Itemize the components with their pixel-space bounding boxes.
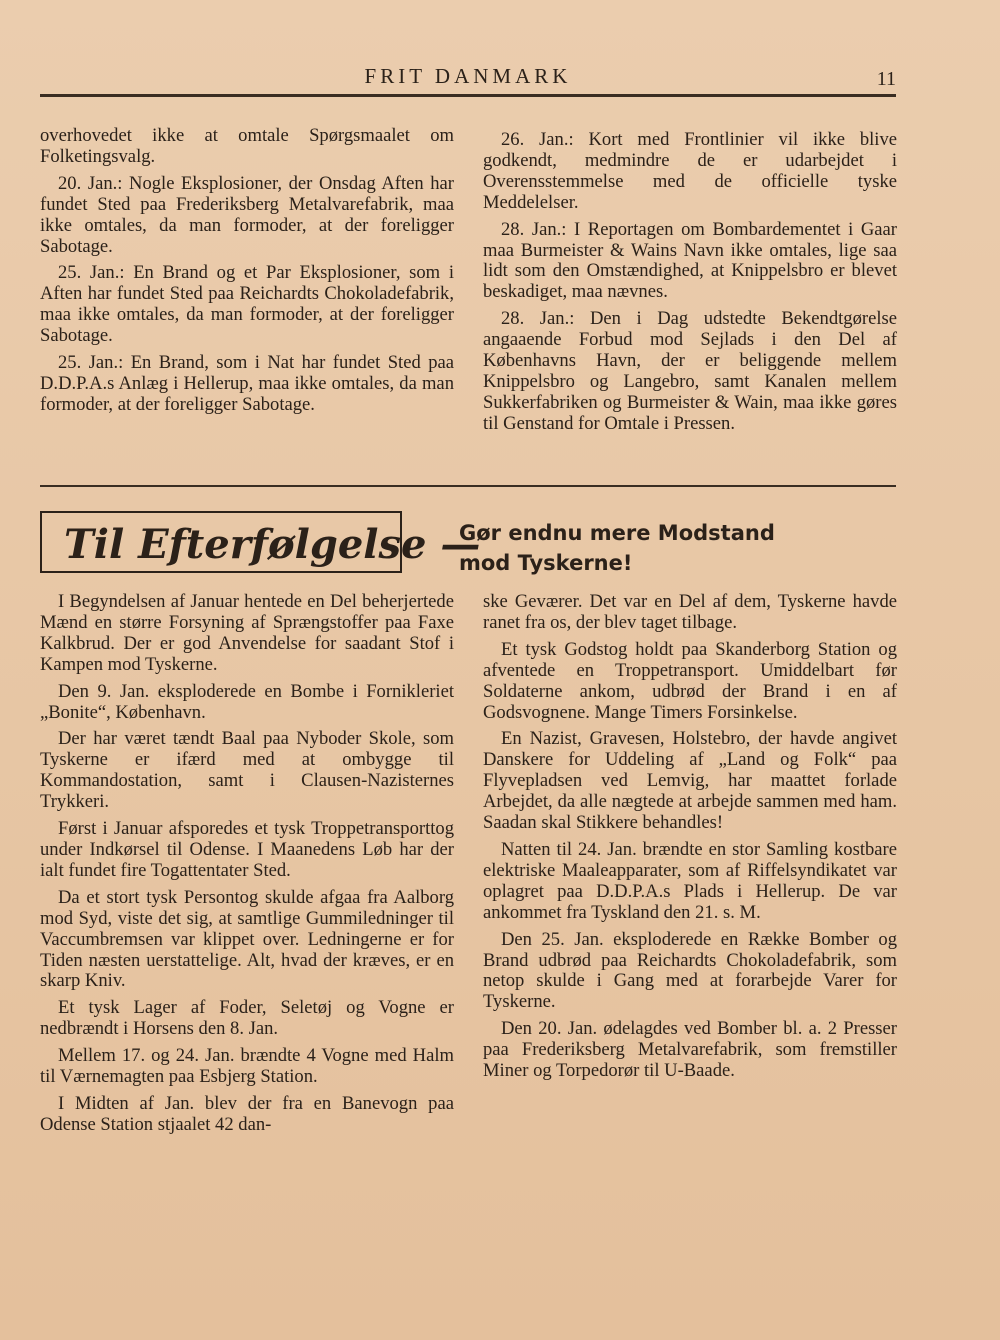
paragraph: 26. Jan.: Kort med Frontlinier vil ikke blive godkendt, medmindre de er udarbejdet i Overensstemmelse med de officielle tyske Meddelelser. [483, 129, 897, 213]
paragraph: overhovedet ikke at omtale Spørgsmaalet om Folketingsvalg. [40, 125, 454, 167]
page-number: 11 [876, 68, 896, 90]
paragraph: I Midten af Jan. blev der fra en Banevogn paa Odense Station stjaalet 42 dan- [40, 1092, 454, 1135]
paragraph: En Nazist, Gravesen, Holstebro, der havde angivet Danskere for Uddeling af „Land og Folk“ paa Flyvepladsen ved Lemvig, har maattet forlade Arbejdet, da alle nægtede at arbejde sammen med ham. Saadan skal Stikkere behandles! [483, 728, 897, 834]
section-rule [40, 485, 896, 487]
column-top-left [40, 126, 454, 422]
banner-title: Til Efterfølgelse — [64, 521, 481, 568]
section-headline [459, 518, 859, 578]
section-banner [40, 511, 481, 573]
paragraph: Den 20. Jan. ødelagdes ved Bomber bl. a. 2 Presser paa Frederiksberg Metalvarefabrik, som fremstiller Miner og Torpedorør til U-Baade. [483, 1018, 897, 1082]
paragraph: Mellem 17. og 24. Jan. brændte 4 Vogne med Halm til Værnemagten paa Esbjerg Station. [40, 1045, 454, 1088]
paragraph: Et tysk Lager af Foder, Seletøj og Vogne er nedbrændt i Horsens den 8. Jan. [40, 997, 454, 1040]
paragraph: Den 9. Jan. eksploderede en Bombe i Fornikleriet „Bonite“, København. [40, 680, 454, 723]
paragraph: Først i Januar afsporedes et tysk Troppetransporttog under Indkørsel til Odense. I Maanedens Løb har der ialt fundet fire Togattentater Sted. [40, 818, 454, 881]
column-top-right [483, 130, 897, 441]
column-bottom-right [483, 592, 897, 1088]
paragraph: Den 25. Jan. eksploderede en Række Bomber og Brand udbrød paa Reichardts Chokoladefabrik, som netop skulde i Gang med at forarbejde Varer for Tyskerne. [483, 928, 897, 1013]
paragraph: I Begyndelsen af Januar hentede en Del beherjertede Mænd en større Forsyning af Sprængstoffer paa Faxe Kalkbrud. Der er god Anvendelse for saadant Stof i Kampen mod Tyskerne. [40, 591, 454, 675]
page-header [40, 64, 896, 94]
paragraph: 25. Jan.: En Brand, som i Nat har fundet Sted paa D.D.P.A.s Anlæg i Hellerup, maa ikke omtales, da man formoder, at der foreligger Sabotage. [40, 352, 454, 415]
paragraph: 25. Jan.: En Brand og et Par Eksplosioner, som i Aften har fundet Sted paa Reichardts Chokoladefabrik, maa ikke omtales, da man formoder, at der foreligger Sabotage. [40, 262, 454, 347]
paragraph: Natten til 24. Jan. brændte en stor Samling kostbare elektriske Maaleapparater, som af Riffelsyndikatet var oplagret paa D.D.P.A.s Plads i Hellerup. De var ankommet fra Tyskland den 21. s. M. [483, 838, 897, 923]
publication-title: FRIT DANMARK [364, 64, 572, 88]
paragraph: 20. Jan.: Nogle Eksplosioner, der Onsdag Aften har fundet Sted paa Frederiksberg Metalvarefabrik, maa ikke omtales, da man formoder, at der foreligger Sabotage. [40, 172, 454, 257]
paragraph: 28. Jan.: Den i Dag udstedte Bekendtgørelse angaaende Forbud mod Sejlads i den Del af Københavns Havn, der er beliggende mellem Knippelsbro og Langebro, samt Kanalen mellem Sukkerfabriken og Burmeister & Wain, maa ikke gøres til Genstand for Omtale i Pressen. [483, 308, 897, 434]
headline-line: Gør endnu mere Modstand [459, 521, 775, 545]
paragraph: Der har været tændt Baal paa Nyboder Skole, som Tyskerne er ifærd med at ombygge til Kommandostation, samt i Clausen-Nazisternes Trykkeri. [40, 728, 454, 813]
header-rule [40, 94, 896, 97]
headline-line: mod Tyskerne! [459, 551, 633, 575]
paragraph: Et tysk Godstog holdt paa Skanderborg Station og afventede en Troppetransport. Umiddelbart før Soldaterne ankom, udbrød der Brand i en af Godsvognene. Mange Timers Forsinkelse. [483, 638, 897, 723]
paragraph: Da et stort tysk Persontog skulde afgaa fra Aalborg mod Syd, viste det sig, at samtlige Gummiledninger til Vaccumbremsen var klippet over. Ledningerne er for Tiden næsten uerstattelige. Alt, hvad der kræves, er en skarp Kniv. [40, 886, 454, 992]
paragraph: 28. Jan.: I Reportagen om Bombardementet i Gaar maa Burmeister & Wains Navn ikke omtales, lige saa lidt som den Omstændighed, at Knippelsbro er blevet beskadiget, maa nævnes. [483, 218, 897, 303]
paragraph: ske Geværer. Det var en Del af dem, Tyskerne havde ranet fra os, der blev taget tilbage. [483, 591, 897, 633]
column-bottom-left [40, 592, 454, 1142]
